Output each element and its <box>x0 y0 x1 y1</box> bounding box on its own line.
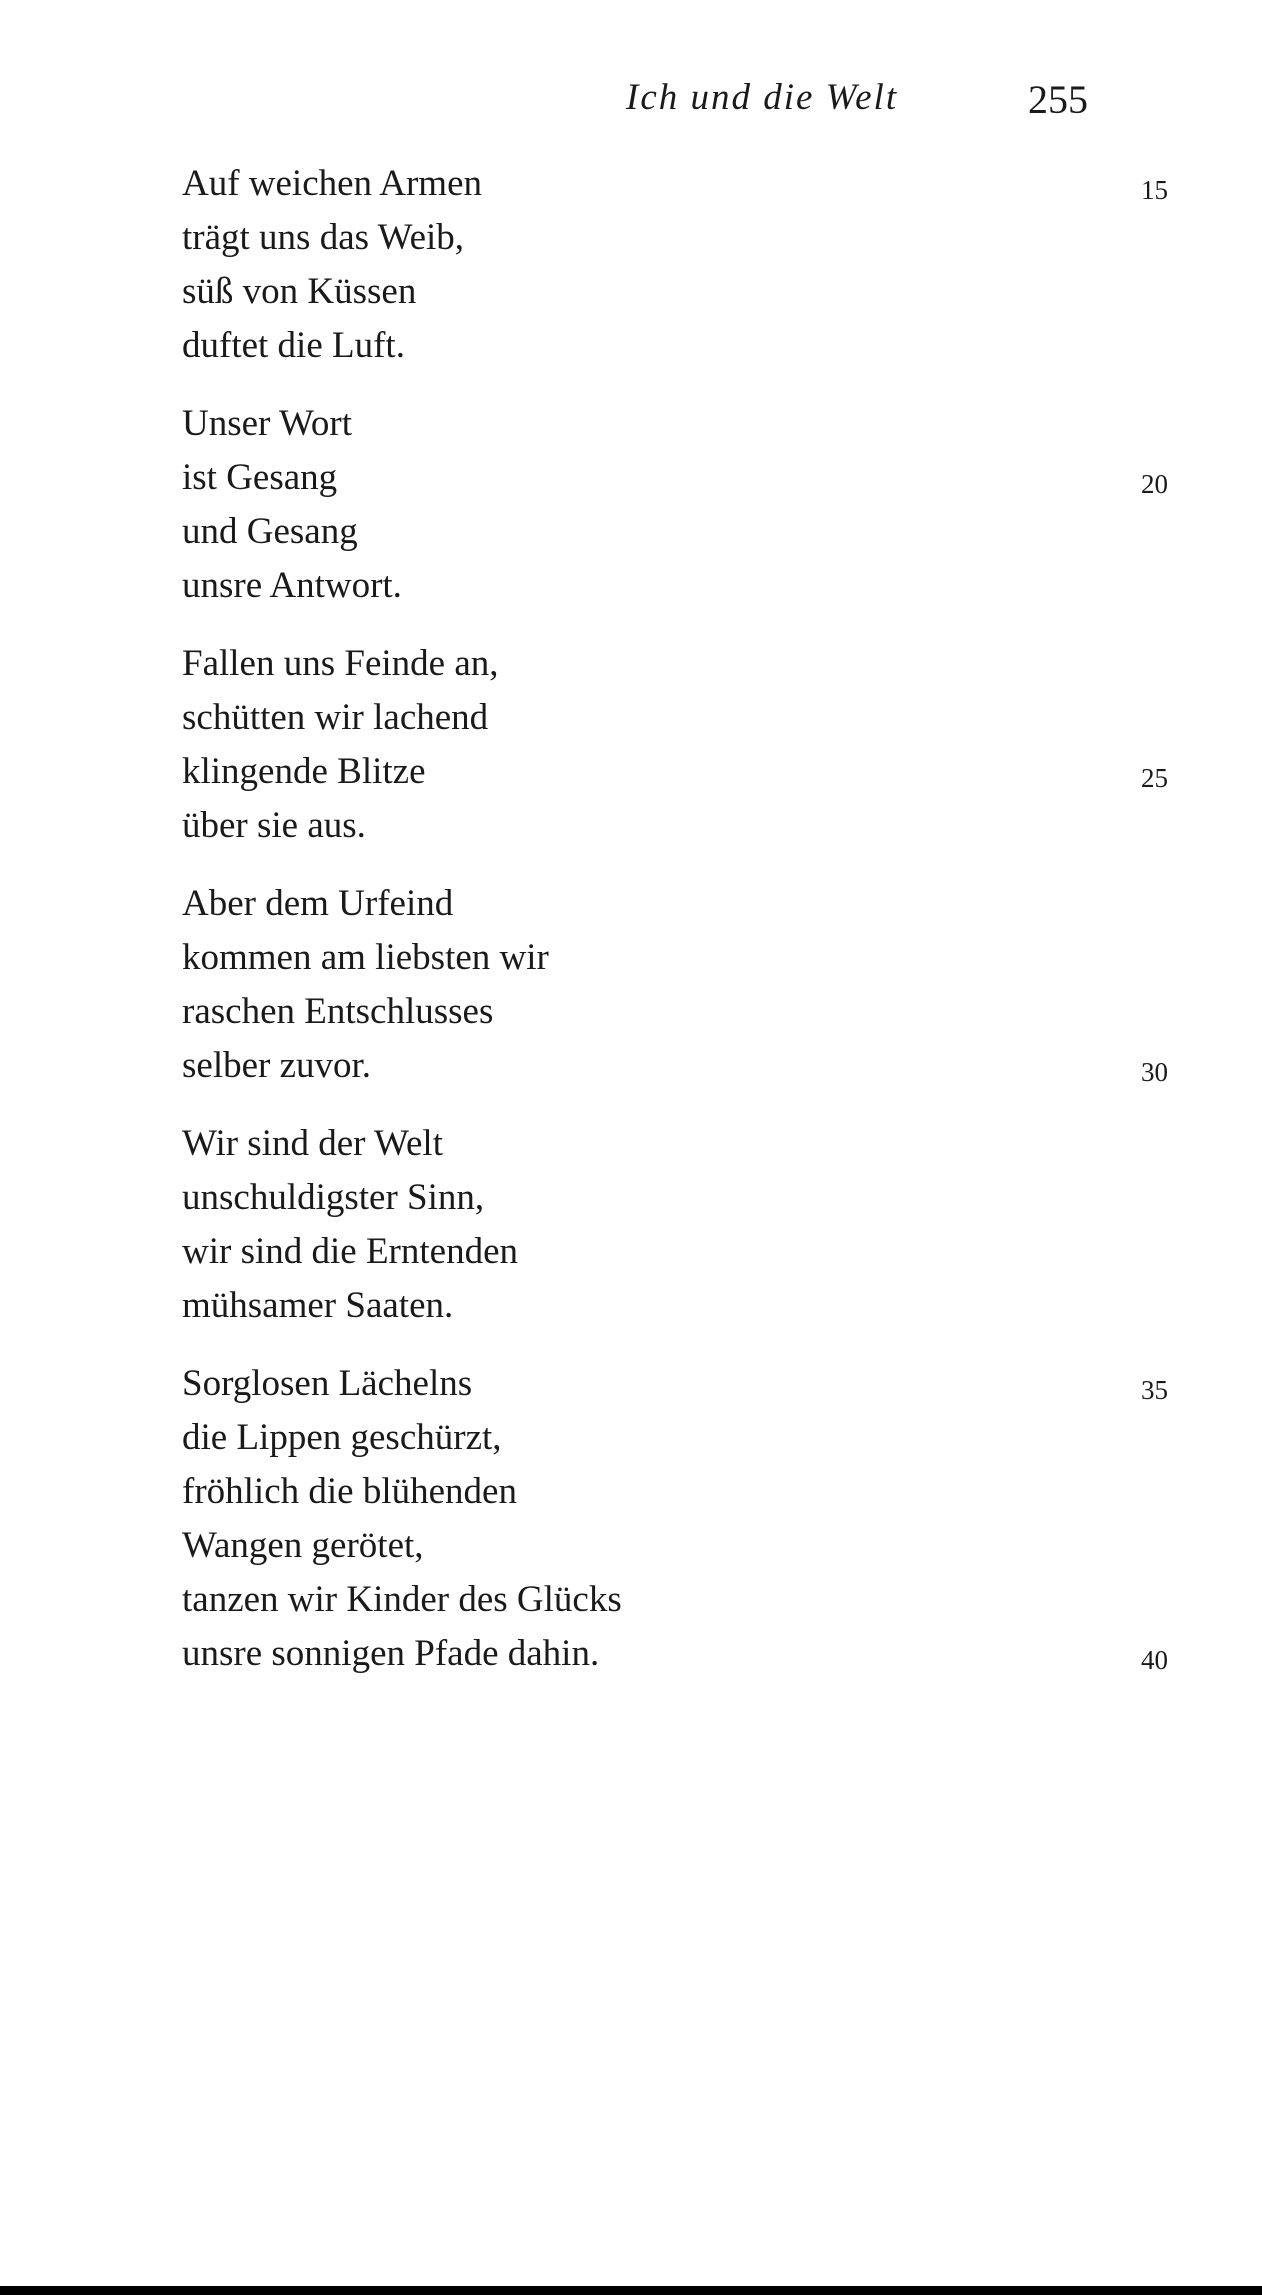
verse-line: ist Gesang <box>182 457 338 498</box>
verse-line: Sorglosen Lächelns <box>182 1363 473 1404</box>
verse-line: und Gesang <box>182 511 358 552</box>
verse-line: mühsamer Saaten. <box>182 1285 454 1326</box>
line-number: 40 <box>1141 1645 1168 1675</box>
line-number: 15 <box>1141 175 1168 205</box>
verse-line: fröhlich die blühenden <box>182 1471 517 1512</box>
verse-line: die Lippen geschürzt, <box>182 1417 502 1458</box>
verse-line: Auf weichen Armen <box>182 163 483 204</box>
line-number: 35 <box>1141 1375 1168 1405</box>
verse-line: tanzen wir Kinder des Glücks <box>182 1579 622 1620</box>
verse-line: trägt uns das Weib, <box>182 217 465 258</box>
verse-line: süß von Küssen <box>182 271 417 312</box>
verse-line: Wangen gerötet, <box>182 1525 424 1566</box>
verse-line: kommen am liebsten wir <box>182 937 549 978</box>
verse-line: selber zuvor. <box>182 1045 372 1086</box>
line-number: 20 <box>1141 469 1168 499</box>
line-number: 30 <box>1141 1057 1168 1087</box>
page-number: 255 <box>1028 77 1088 122</box>
verse-line: unsre Antwort. <box>182 565 402 606</box>
verse-line: Fallen uns Feinde an, <box>182 643 499 684</box>
verse-line: raschen Entschlusses <box>182 991 494 1032</box>
verse-line: schütten wir lachend <box>182 697 489 738</box>
verse-line: unschuldigster Sinn, <box>182 1177 485 1218</box>
verse-line: klingende Blitze <box>182 751 426 792</box>
line-number: 25 <box>1141 763 1168 793</box>
bottom-edge-rule <box>0 2286 1262 2295</box>
verse-line: unsre sonnigen Pfade dahin. <box>182 1633 600 1674</box>
verse-line: wir sind die Erntenden <box>182 1231 518 1272</box>
verse-line: Unser Wort <box>182 403 353 444</box>
verse-line: duftet die Luft. <box>182 325 405 366</box>
running-head: Ich und die Welt <box>626 77 899 118</box>
verse-line: Wir sind der Welt <box>182 1123 443 1164</box>
verse-line: Aber dem Urfeind <box>182 883 454 924</box>
verse-line: über sie aus. <box>182 805 366 846</box>
